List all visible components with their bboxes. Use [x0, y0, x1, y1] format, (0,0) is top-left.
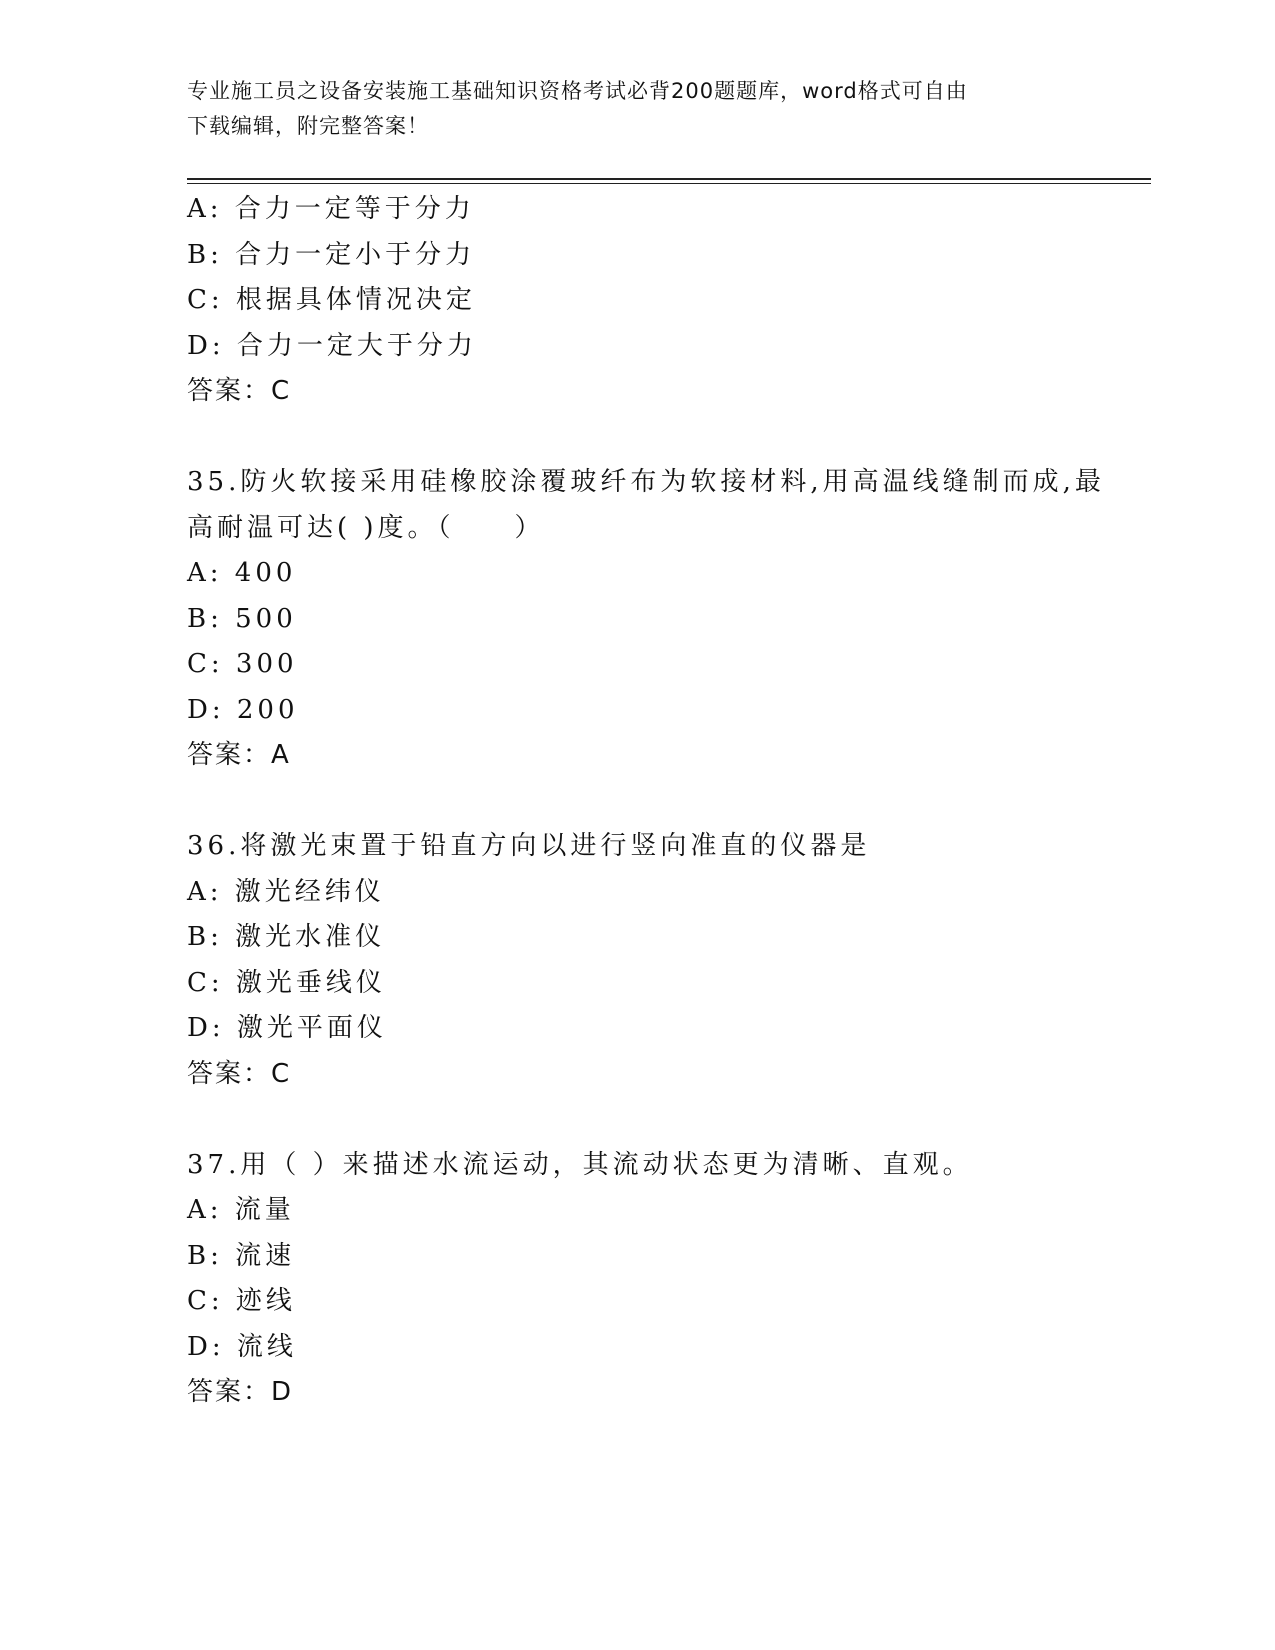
question-stem	[187, 1143, 1087, 1189]
answer-line: 答案：D	[187, 1377, 294, 1407]
option-c: C: 迹线	[187, 1286, 296, 1316]
header-divider-top	[187, 178, 1151, 180]
document-header	[187, 74, 1067, 144]
header-line-1: 专业施工员之设备安装施工基础知识资格考试必背200题题库，word格式可自由	[187, 79, 968, 103]
document-body	[187, 187, 1105, 1416]
option-a: A: 流量	[187, 1195, 295, 1225]
option-a: A: 400	[187, 558, 297, 588]
header-line-2: 下载编辑，附完整答案！	[187, 114, 429, 138]
question-stem	[187, 460, 1105, 551]
option-b: B: 合力一定小于分力	[187, 239, 476, 270]
stem-line-2: 高耐温可达( )度。（ ）	[187, 512, 545, 543]
stem-line-1: 35.防火软接采用硅橡胶涂覆玻纤布为软接材料,用高温线缝制而成,最	[187, 467, 1105, 497]
option-c: C: 根据具体情况决定	[187, 285, 476, 315]
option-b: B: 500	[187, 603, 297, 634]
option-d: D: 合力一定大于分力	[187, 330, 477, 361]
option-b: B: 激光水准仪	[187, 922, 386, 952]
option-c: C: 激光垂线仪	[187, 967, 386, 998]
question-34-continued	[187, 187, 1087, 415]
spacer	[187, 1097, 1087, 1143]
question-36	[187, 824, 1087, 1097]
option-b: B: 流速	[187, 1240, 296, 1271]
option-d: D: 流线	[187, 1331, 297, 1362]
spacer	[187, 779, 1087, 825]
option-a: A: 合力一定等于分力	[187, 194, 475, 224]
stem-line-1: 36.将激光束置于铅直方向以进行竖向准直的仪器是	[187, 831, 871, 861]
answer-line: 答案：C	[187, 376, 292, 406]
question-stem	[187, 824, 1087, 870]
option-d: D: 200	[187, 694, 299, 725]
stem-line-1: 37.用（ ）来描述水流运动，其流动状态更为清晰、直观。	[187, 1149, 973, 1180]
option-d: D: 激光平面仪	[187, 1013, 387, 1043]
answer-line: 答案：C	[187, 1058, 292, 1089]
option-c: C: 300	[187, 649, 298, 679]
option-a: A: 激光经纬仪	[187, 876, 385, 907]
question-35	[187, 460, 1105, 779]
question-37	[187, 1143, 1087, 1416]
answer-line: 答案：A	[187, 740, 291, 770]
spacer	[187, 415, 1087, 461]
header-divider-bottom	[187, 183, 1151, 184]
